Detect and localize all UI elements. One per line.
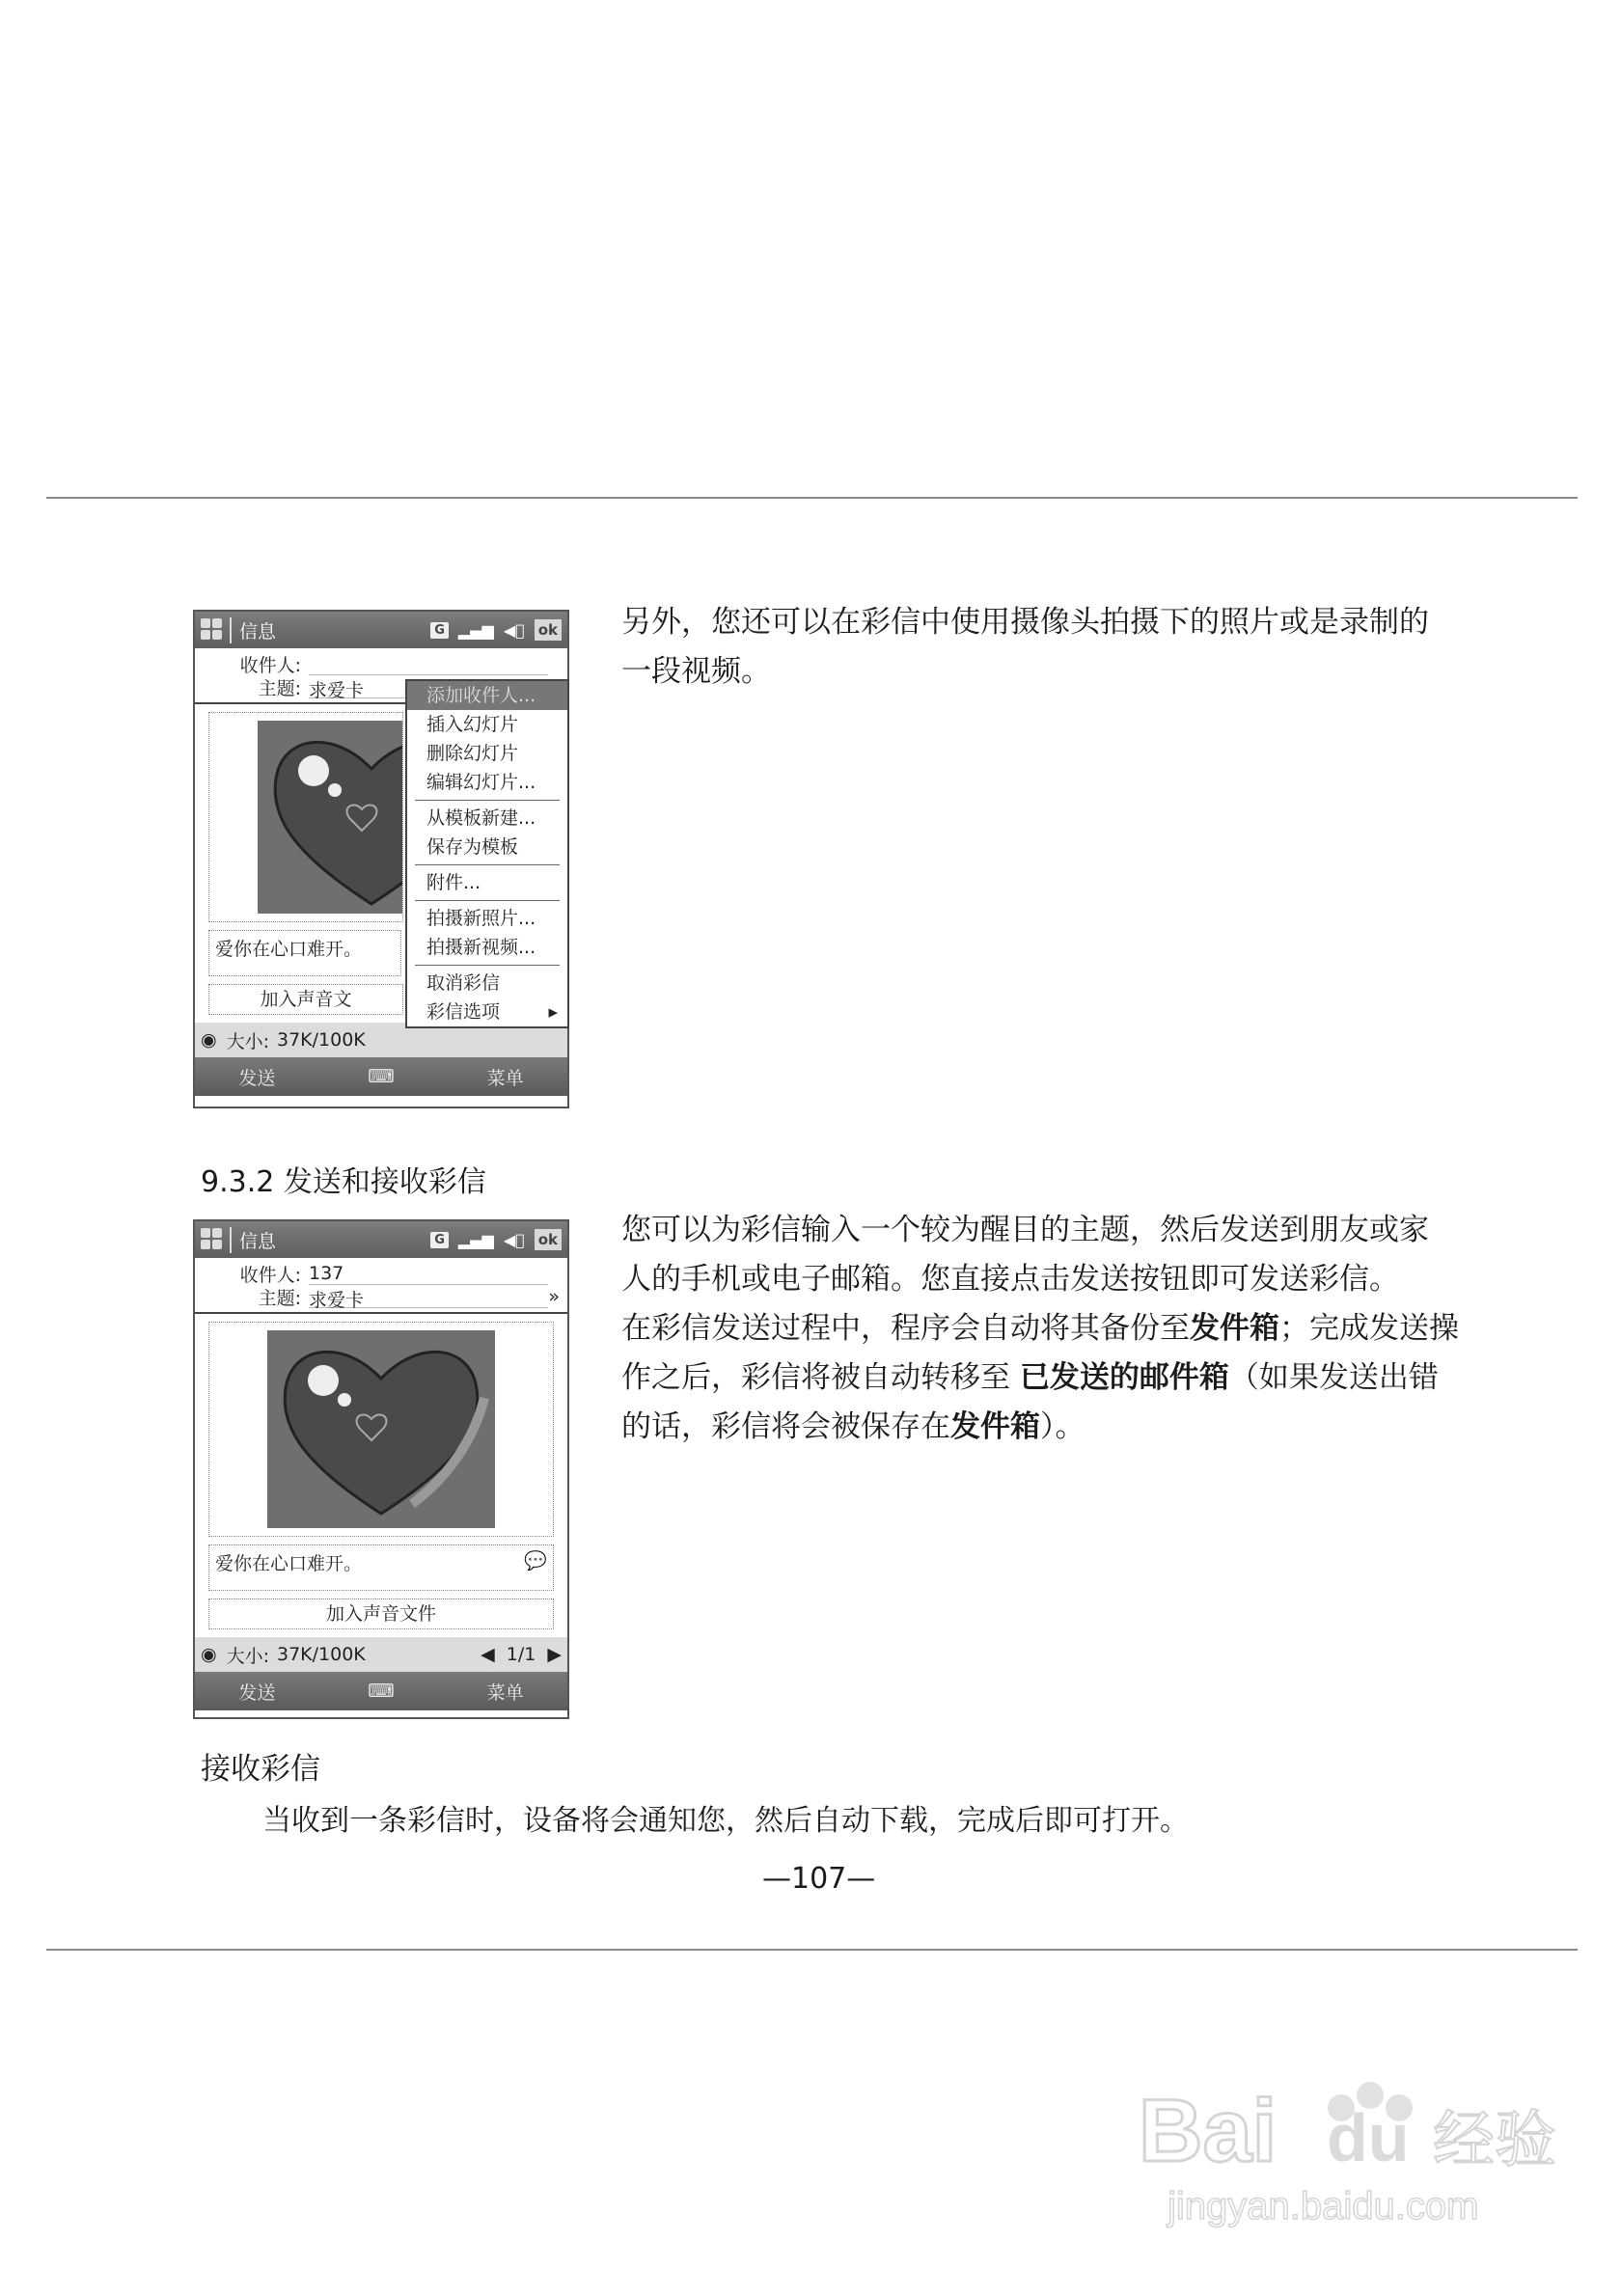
bottom-rule: [46, 1949, 1578, 1951]
subject-label: 主题:: [258, 677, 301, 699]
add-audio-button[interactable]: 加入声音文: [208, 984, 403, 1015]
input-panel-icon[interactable]: ⌨: [368, 1066, 395, 1087]
play-icon[interactable]: ◉: [201, 1029, 217, 1051]
send-softkey[interactable]: 发送: [238, 1067, 276, 1089]
slide-area: [208, 1322, 554, 1537]
speech-bubble-icon[interactable]: 💬: [524, 1550, 547, 1572]
app-title: 信息: [230, 617, 421, 643]
section-heading: 9.3.2 发送和接收彩信: [201, 1165, 486, 1199]
menu-item-save-template[interactable]: 保存为模板: [426, 836, 519, 858]
menu-item-take-photo[interactable]: 拍摄新照片...: [426, 908, 536, 929]
top-rule: [46, 497, 1578, 499]
menu-separator: [415, 800, 560, 801]
volume-icon[interactable]: ◀ﾟ: [503, 1230, 525, 1249]
menu-item-record-video[interactable]: 拍摄新视频...: [426, 937, 536, 958]
to-label: 收件人:: [239, 654, 301, 676]
context-menu: [405, 679, 569, 1028]
message-header: [195, 1258, 567, 1314]
heart-image: [258, 721, 402, 914]
menu-item-insert-slide[interactable]: 插入幻灯片: [426, 714, 519, 735]
ok-button[interactable]: ok: [535, 619, 562, 641]
subject-label: 主题:: [258, 1287, 301, 1309]
status-bar: [195, 1637, 567, 1672]
title-bar: [195, 612, 567, 648]
baidu-watermark: [1139, 2055, 1563, 2248]
phone-screenshot-2: [193, 1219, 569, 1719]
receive-heading: 接收彩信: [201, 1752, 320, 1787]
softkey-bar: [195, 1057, 567, 1096]
windows-start-icon[interactable]: [201, 1228, 224, 1251]
add-audio-button[interactable]: 加入声音文件: [208, 1599, 554, 1629]
windows-start-icon[interactable]: [201, 618, 224, 642]
expand-icon[interactable]: »: [548, 1286, 560, 1307]
heart-image: [267, 1330, 495, 1528]
size-label: 大小:: [226, 1645, 269, 1667]
slide-page: 1/1: [506, 1644, 536, 1665]
signal-icon: ▂▄▆: [457, 620, 494, 640]
svg-text:经验: 经验: [1433, 2105, 1556, 2176]
send-softkey[interactable]: 发送: [238, 1681, 276, 1704]
caption-text: 爱你在心口难开。: [215, 939, 363, 960]
subject-field[interactable]: 求爱卡: [309, 676, 548, 698]
paragraph-camera: 另外，您还可以在彩信中使用摄像头拍摄下的照片或是录制的 一段视频。: [621, 605, 1429, 689]
menu-item-mms-options[interactable]: 彩信选项 ▸: [407, 998, 567, 1026]
to-field[interactable]: [309, 653, 548, 675]
next-slide-icon[interactable]: ▶: [547, 1644, 562, 1665]
menu-item-new-from-template[interactable]: 从模板新建...: [426, 807, 536, 829]
signal-icon: ▂▄▆: [457, 1230, 494, 1249]
menu-item-attachment[interactable]: 附件...: [426, 872, 481, 893]
size-label: 大小:: [226, 1030, 269, 1052]
menu-softkey[interactable]: 菜单: [486, 1067, 524, 1089]
title-bar: [195, 1221, 567, 1258]
menu-item-cancel-mms[interactable]: 取消彩信: [426, 972, 501, 994]
prev-slide-icon[interactable]: ◀: [481, 1644, 495, 1665]
menu-softkey[interactable]: 菜单: [486, 1681, 524, 1704]
play-icon[interactable]: ◉: [201, 1644, 217, 1665]
subject-field[interactable]: 求爱卡: [309, 1286, 548, 1308]
submenu-arrow-icon: ▸: [548, 1001, 558, 1023]
menu-separator: [415, 965, 560, 966]
menu-item-add-recipient[interactable]: 添加收件人...: [407, 681, 567, 710]
svg-text:Bai: Bai: [1139, 2082, 1278, 2180]
softkey-bar: [195, 1672, 567, 1710]
receive-body: 当收到一条彩信时，设备将会通知您，然后自动下载，完成后即可打开。: [262, 1804, 1189, 1838]
caption-box[interactable]: [208, 1544, 554, 1591]
caption-box[interactable]: [208, 930, 401, 976]
to-field[interactable]: 137: [309, 1263, 548, 1285]
page-number: —107—: [762, 1862, 876, 1896]
volume-icon[interactable]: ◀ﾟ: [503, 620, 525, 640]
menu-separator: [415, 864, 560, 865]
paragraph-send: 您可以为彩信输入一个较为醒目的主题，然后发送到朋友或家 人的手机或电子邮箱。您直接点击发送按钮即可发送彩信。 在彩信发送过程中，程序会自动将其备份至发件箱；完成发送操 作之后，彩信将被自动转移至 已发送的邮件箱（如果发送出错 的话，彩信将会被保存在发件箱）。: [621, 1213, 1459, 1444]
slide-area: [208, 712, 403, 922]
svg-text:du: du: [1327, 2100, 1410, 2175]
menu-item-edit-slide[interactable]: 编辑幻灯片...: [426, 772, 536, 793]
caption-text: 爱你在心口难开。: [215, 1553, 363, 1574]
to-label: 收件人:: [239, 1264, 301, 1286]
gprs-icon: G: [430, 622, 449, 639]
size-value: 37K/100K: [277, 1029, 366, 1051]
ok-button[interactable]: ok: [535, 1229, 562, 1250]
phone-screenshot-1: [193, 610, 569, 1108]
gprs-icon: G: [430, 1232, 449, 1248]
menu-separator: [415, 900, 560, 901]
size-value: 37K/100K: [277, 1644, 366, 1665]
svg-text:jingyan.baidu.com: jingyan.baidu.com: [1168, 2185, 1479, 2228]
input-panel-icon[interactable]: ⌨: [368, 1681, 395, 1702]
app-title: 信息: [230, 1227, 421, 1253]
menu-item-delete-slide[interactable]: 删除幻灯片: [426, 743, 519, 764]
